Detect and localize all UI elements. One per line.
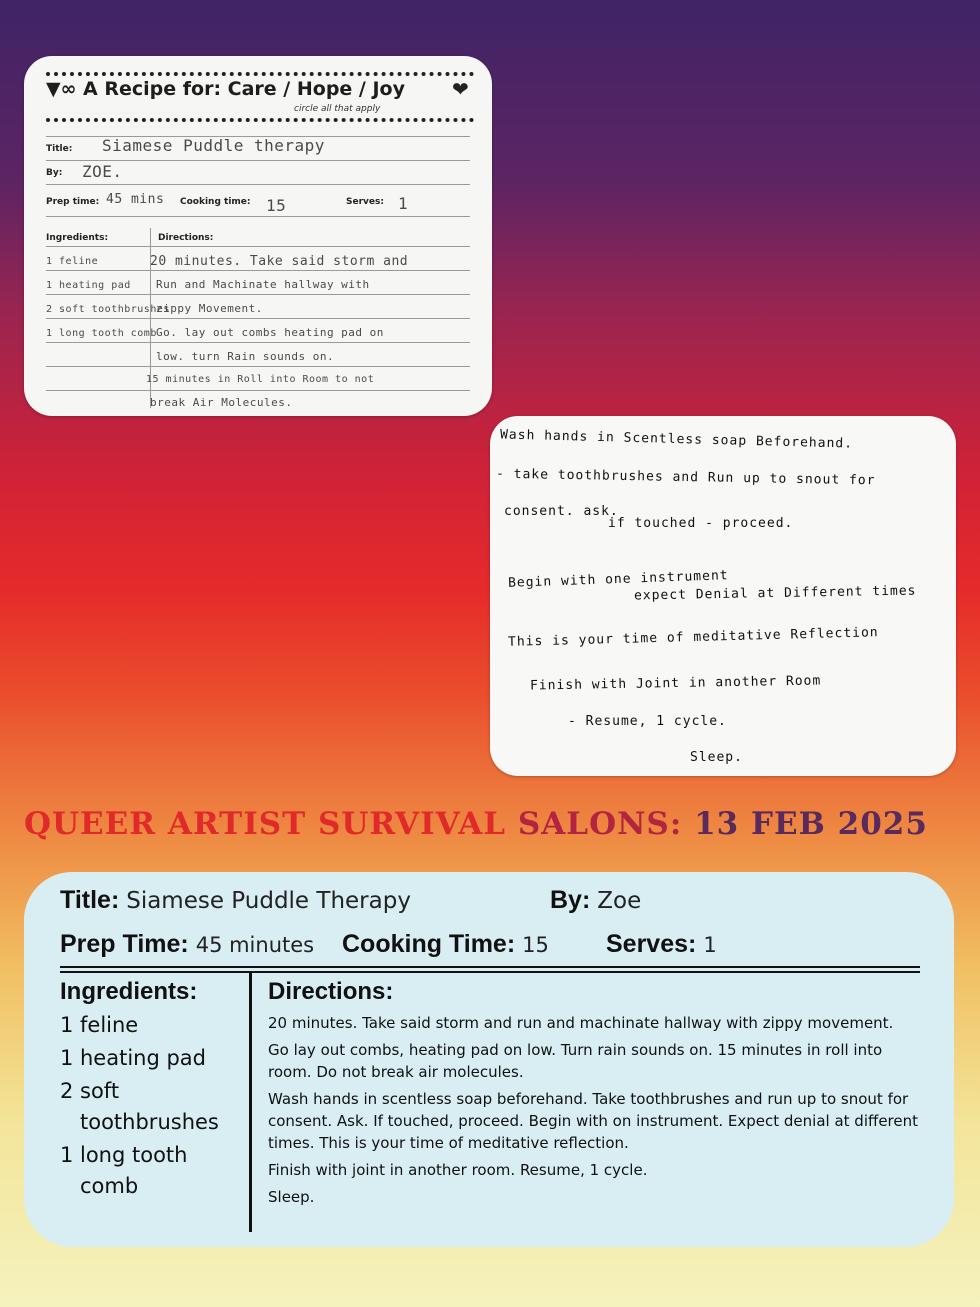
banner-date: 13 FEB 2025 [694,806,928,842]
dotted-border-top [46,72,474,76]
card-ingredient-4: 1 long tooth comb [46,328,157,339]
ingredient-qty: 1 [60,1013,74,1037]
recipe-title: Siamese Puddle Therapy [126,888,411,914]
card-serves-handwritten: 1 [398,194,409,213]
typed-recipe-panel [24,872,954,1247]
list-item [60,1010,250,1041]
prep-time-value: 45 minutes [195,933,315,957]
card-direction-3: zippy Movement. [156,302,263,315]
recipe-card-subtitle: circle all that apply [294,104,381,114]
list-item [60,1076,250,1138]
ingredient-name: long tooth comb [80,1143,188,1198]
card-prep-handwritten: 45 mins [106,192,165,207]
recipe-card-heading: ▼∞ A Recipe for: Care / Hope / Joy [46,78,405,100]
cooking-time-value: 15 [522,933,549,957]
notes-line-4: if touched - proceed. [608,516,794,531]
card-ingredient-3: 2 soft toothbrushes [46,304,170,315]
card-title-label: Title: [46,144,73,154]
ingredient-qty: 2 [60,1079,74,1103]
notes-line-10: Sleep. [690,750,743,765]
ingredient-qty: 1 [60,1143,74,1167]
card-direction-1: 20 minutes. Take said storm and [150,254,409,269]
ingredients-heading: Ingredients: [60,978,198,1005]
cooking-time-label: Cooking Time: [342,930,516,958]
card-ingredients-label: Ingredients: [46,233,109,243]
card-cook-label: Cooking time: [180,197,251,207]
direction-step: Sleep. [268,1188,315,1206]
card-direction-7: break Air Molecules. [150,396,293,409]
recipe-card-photo [24,56,492,416]
directions-heading: Directions: [268,978,394,1005]
card-direction-5: low. turn Rain sounds on. [156,350,335,363]
recipe-by-row [550,886,641,915]
prep-time-label: Prep Time: [60,930,189,958]
recipe-author: Zoe [597,888,642,914]
notes-line-1: Wash hands in Scentless soap Beforehand. [499,427,854,452]
card-cook-handwritten: 15 [266,196,287,215]
notes-line-8: Finish with Joint in another Room [529,673,822,694]
card-direction-6: 15 minutes in Roll into Room to not [146,374,375,385]
card-title-handwritten: Siamese Puddle therapy [102,136,325,155]
ingredient-name: feline [80,1013,139,1037]
ingredient-qty: 1 [60,1046,74,1070]
recipe-title-label: Title: [60,886,120,914]
serves-label: Serves: [606,930,697,958]
serves-row [606,930,717,959]
recipe-by-label: By: [550,886,591,914]
notes-line-7: This is your time of meditative Reflection [507,625,879,650]
card-ingredient-2: 1 heating pad [46,280,131,291]
card-by-label: By: [46,168,63,178]
notes-line-3: consent. ask. [504,504,619,519]
directions-list [268,1012,928,1213]
serves-value: 1 [703,933,717,957]
banner-part-1: QUEER ARTIST SURVIVAL [24,806,518,842]
card-by-handwritten: ZOE. [82,162,123,181]
notes-line-9: - Resume, 1 cycle. [568,714,727,729]
ingredient-name: soft toothbrushes [80,1079,219,1134]
notes-line-5: Begin with one instrument [507,568,729,591]
direction-step: 20 minutes. Take said storm and run and machinate hallway with zippy movement. [268,1014,894,1032]
divider-bottom [60,971,920,973]
card-ingredient-1: 1 feline [46,256,99,267]
event-banner [24,806,954,842]
card-prep-label: Prep time: [46,197,100,207]
heart-icon: ❤ [452,77,469,101]
list-item [60,1043,250,1074]
prep-time-row [60,930,314,959]
dotted-border-bottom [46,118,474,122]
divider-top [60,966,920,968]
banner-part-2: SALONS: [517,806,695,842]
notes-line-2: - take toothbrushes and Run up to snout for [495,466,876,489]
ingredient-name: heating pad [80,1046,207,1070]
ingredients-list [60,1010,250,1204]
card-direction-4: Go. lay out combs heating pad on [156,326,384,339]
direction-step: Go lay out combs, heating pad on low. Turn rain sounds on. 15 minutes in roll into room. Do not break air molecules. [268,1041,883,1081]
card-serves-label: Serves: [346,197,384,207]
notes-line-6: expect Denial at Different times [633,583,917,604]
cooking-time-row [342,930,549,959]
card-direction-2: Run and Machinate hallway with [156,278,370,291]
card-directions-label: Directions: [158,233,214,243]
direction-step: Finish with joint in another room. Resume, 1 cycle. [268,1161,648,1179]
list-item [60,1140,250,1202]
direction-step: Wash hands in scentless soap beforehand. Take toothbrushes and run up to snout for consent. Ask. If touched, proceed. Begin with on instrument. Expect denial at different times. This is your time of meditative reflection. [268,1090,919,1152]
handwritten-notes-photo [490,416,956,776]
recipe-title-row [60,886,411,915]
